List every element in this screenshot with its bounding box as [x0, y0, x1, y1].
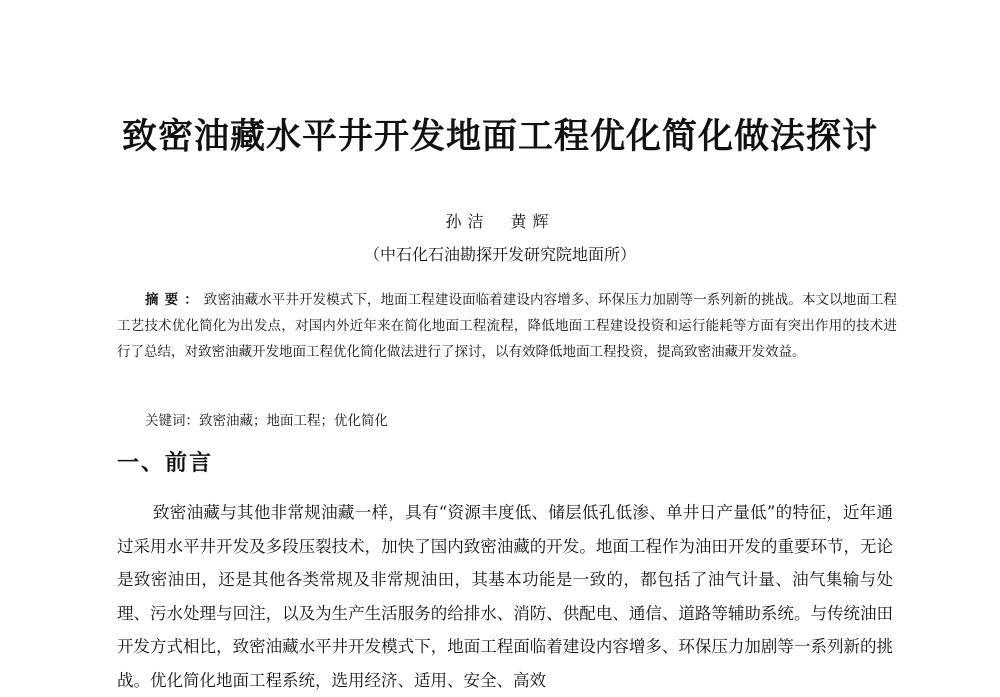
paper-authors: 孙洁 黄辉	[445, 212, 555, 231]
abstract-label: 摘要：	[145, 292, 204, 308]
paper-affiliation: （中石化石油勘探开发研究院地面所）	[363, 245, 636, 264]
body-paragraph: 致密油藏与其他非常规油藏一样，具有“资源丰度低、储层低孔低渗、单井日产量低”的特征，近年通过采用水平井开发及多段压裂技术，加快了国内致密油藏的开发。地面工程作为油田开发的重要环节，无论是致密油田，还是其他各类常规及非常规油田，其基本功能是一致的，都包括了油气计量、油气集输与处理、污水处理与回注，以及为生产生活服务的给排水、消防、供配电、通信、道路等辅助系统。与传统油田开发方式相比，致密油藏水平井开发模式下，地面工程面临着建设内容增多、环保压力加剧等一系列新的挑战。优化简化地面工程系统，选用经济、适用、安全、高效	[117, 503, 893, 690]
abstract-text: 致密油藏水平井开发模式下，地面工程建设面临着建设内容增多、环保压力加剧等一系列新的挑战。本文以地面工程工艺技术优化简化为出发点，对国内外近年来在简化地面工程流程，降低地面工程建设投资和运行能耗等方面有突出作用的技术进行了总结，对致密油藏开发地面工程优化简化做法进行了探讨，以有效降低地面工程投资，提高致密油藏开发效益。	[117, 292, 898, 360]
keywords-block	[145, 409, 388, 433]
keywords-text: 致密油藏；地面工程；优化简化	[199, 413, 388, 429]
keywords-label: 关键词：	[145, 413, 199, 429]
abstract-block	[117, 287, 897, 365]
section-heading: 一、前言	[117, 451, 214, 476]
paper-title: 致密油藏水平井开发地面工程优化简化做法探讨	[121, 117, 878, 157]
